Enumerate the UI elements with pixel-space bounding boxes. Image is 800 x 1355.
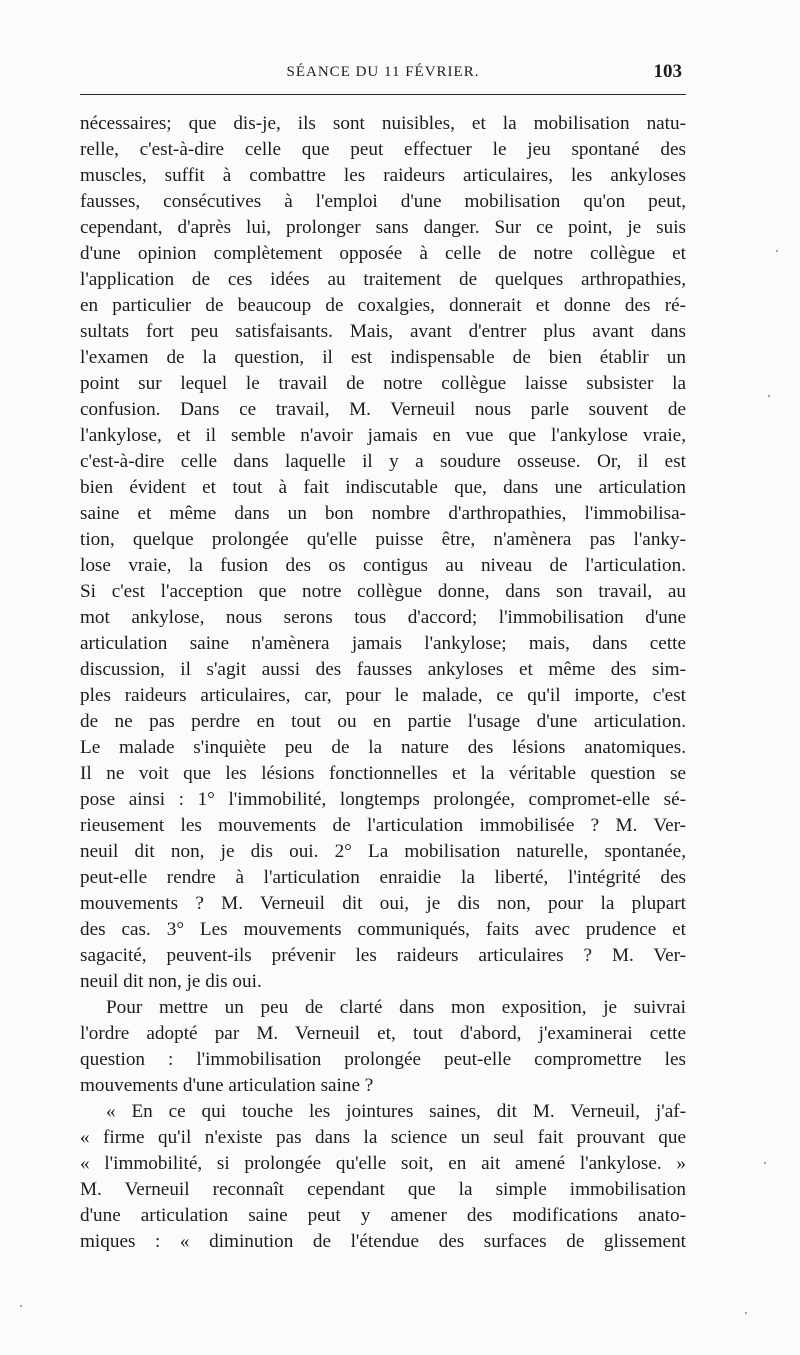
text-line: « firme qu'il n'existe pas dans la science un seul fait prouvant que [80, 1127, 686, 1148]
paper-speck [768, 395, 770, 397]
text-line: de ne pas perdre en tout ou en partie l'usage d'une articulation. [80, 711, 686, 732]
text-line: ples raideurs articulaires, car, pour le malade, ce qu'il importe, c'est [80, 685, 686, 706]
paper-speck [764, 1162, 766, 1164]
paper-speck [776, 250, 778, 252]
text-line: des cas. 3° Les mouvements communiqués, faits avec prudence et [80, 919, 686, 940]
text-line: muscles, suffit à combattre les raideurs articulaires, les ankyloses [80, 165, 686, 186]
text-line: Si c'est l'acception que notre collègue donne, dans son travail, au [80, 581, 686, 602]
text-line: en particulier de beaucoup de coxalgies, donnerait et donne des ré- [80, 295, 686, 316]
text-line: confusion. Dans ce travail, M. Verneuil nous parle souvent de [80, 399, 686, 420]
header-rule [80, 94, 686, 95]
text-line: discussion, il s'agit aussi des fausses ankyloses et même des sim- [80, 659, 686, 680]
text-line: nécessaires; que dis-je, ils sont nuisibles, et la mobilisation natu- [80, 113, 686, 134]
text-line: M. Verneuil reconnaît cependant que la simple immobilisation [80, 1179, 686, 1200]
text-line: bien évident et tout à fait indiscutable que, dans une articulation [80, 477, 686, 498]
text-line: neuil dit non, je dis oui. [80, 971, 262, 992]
text-line: sultats fort peu satisfaisants. Mais, avant d'entrer plus avant dans [80, 321, 686, 342]
text-line: l'application de ces idées au traitement de quelques arthropathies, [80, 269, 686, 290]
running-head: SÉANCE DU 11 FÉVRIER. [286, 64, 480, 80]
text-line: sagacité, peuvent-ils prévenir les raideurs articulaires ? M. Ver- [80, 945, 686, 966]
text-line: pose ainsi : 1° l'immobilité, longtemps prolongée, compromet-elle sé- [80, 789, 686, 810]
text-line: Le malade s'inquiète peu de la nature des lésions anatomiques. [80, 737, 686, 758]
text-line: cependant, d'après lui, prolonger sans danger. Sur ce point, je suis [80, 217, 686, 238]
text-line: relle, c'est-à-dire celle que peut effectuer le jeu spontané des [80, 139, 686, 160]
text-line: fausses, consécutives à l'emploi d'une mobilisation qu'on peut, [80, 191, 686, 212]
text-line: miques : « diminution de l'étendue des surfaces de glissement [80, 1231, 686, 1252]
text-line: articulation saine n'amènera jamais l'ankylose; mais, dans cette [80, 633, 686, 654]
text-line: l'ordre adopté par M. Verneuil et, tout d'abord, j'examinerai cette [80, 1023, 686, 1044]
text-line: saine et même dans un bon nombre d'arthropathies, l'immobilisa- [80, 503, 686, 524]
text-line: peut-elle rendre à l'articulation enraidie la liberté, l'intégrité des [80, 867, 686, 888]
text-line: mouvements ? M. Verneuil dit oui, je dis non, pour la plupart [80, 893, 686, 914]
text-line: point sur lequel le travail de notre collègue laisse subsister la [80, 373, 686, 394]
paper-speck [745, 1312, 747, 1314]
text-line: l'ankylose, et il semble n'avoir jamais en vue que l'ankylose vraie, [80, 425, 686, 446]
text-line: d'une opinion complètement opposée à celle de notre collègue et [80, 243, 686, 264]
text-line: mouvements d'une articulation saine ? [80, 1075, 374, 1096]
text-line: d'une articulation saine peut y amener des modifications anato- [80, 1205, 686, 1226]
text-line: rieusement les mouvements de l'articulation immobilisée ? M. Ver- [80, 815, 686, 836]
text-line: tion, quelque prolongée qu'elle puisse être, n'amènera pas l'anky- [80, 529, 686, 550]
text-line: « l'immobilité, si prolongée qu'elle soit, en ait amené l'ankylose. » [80, 1153, 686, 1174]
text-line: « En ce qui touche les jointures saines, dit M. Verneuil, j'af- [106, 1101, 686, 1122]
paper-speck [20, 1305, 22, 1307]
text-line: mot ankylose, nous serons tous d'accord; l'immobilisation d'une [80, 607, 686, 628]
text-line: lose vraie, la fusion des os contigus au niveau de l'articulation. [80, 555, 686, 576]
text-line: question : l'immobilisation prolongée peut-elle compromettre les [80, 1049, 686, 1070]
page-header [80, 60, 686, 84]
text-line: l'examen de la question, il est indispensable de bien établir un [80, 347, 686, 368]
text-line: Pour mettre un peu de clarté dans mon exposition, je suivrai [106, 997, 686, 1018]
body-text [80, 111, 686, 1255]
text-line: c'est-à-dire celle dans laquelle il y a soudure osseuse. Or, il est [80, 451, 686, 472]
text-line: neuil dit non, je dis oui. 2° La mobilisation naturelle, spontanée, [80, 841, 686, 862]
page-number: 103 [653, 61, 682, 82]
text-line: Il ne voit que les lésions fonctionnelles et la véritable question se [80, 763, 686, 784]
